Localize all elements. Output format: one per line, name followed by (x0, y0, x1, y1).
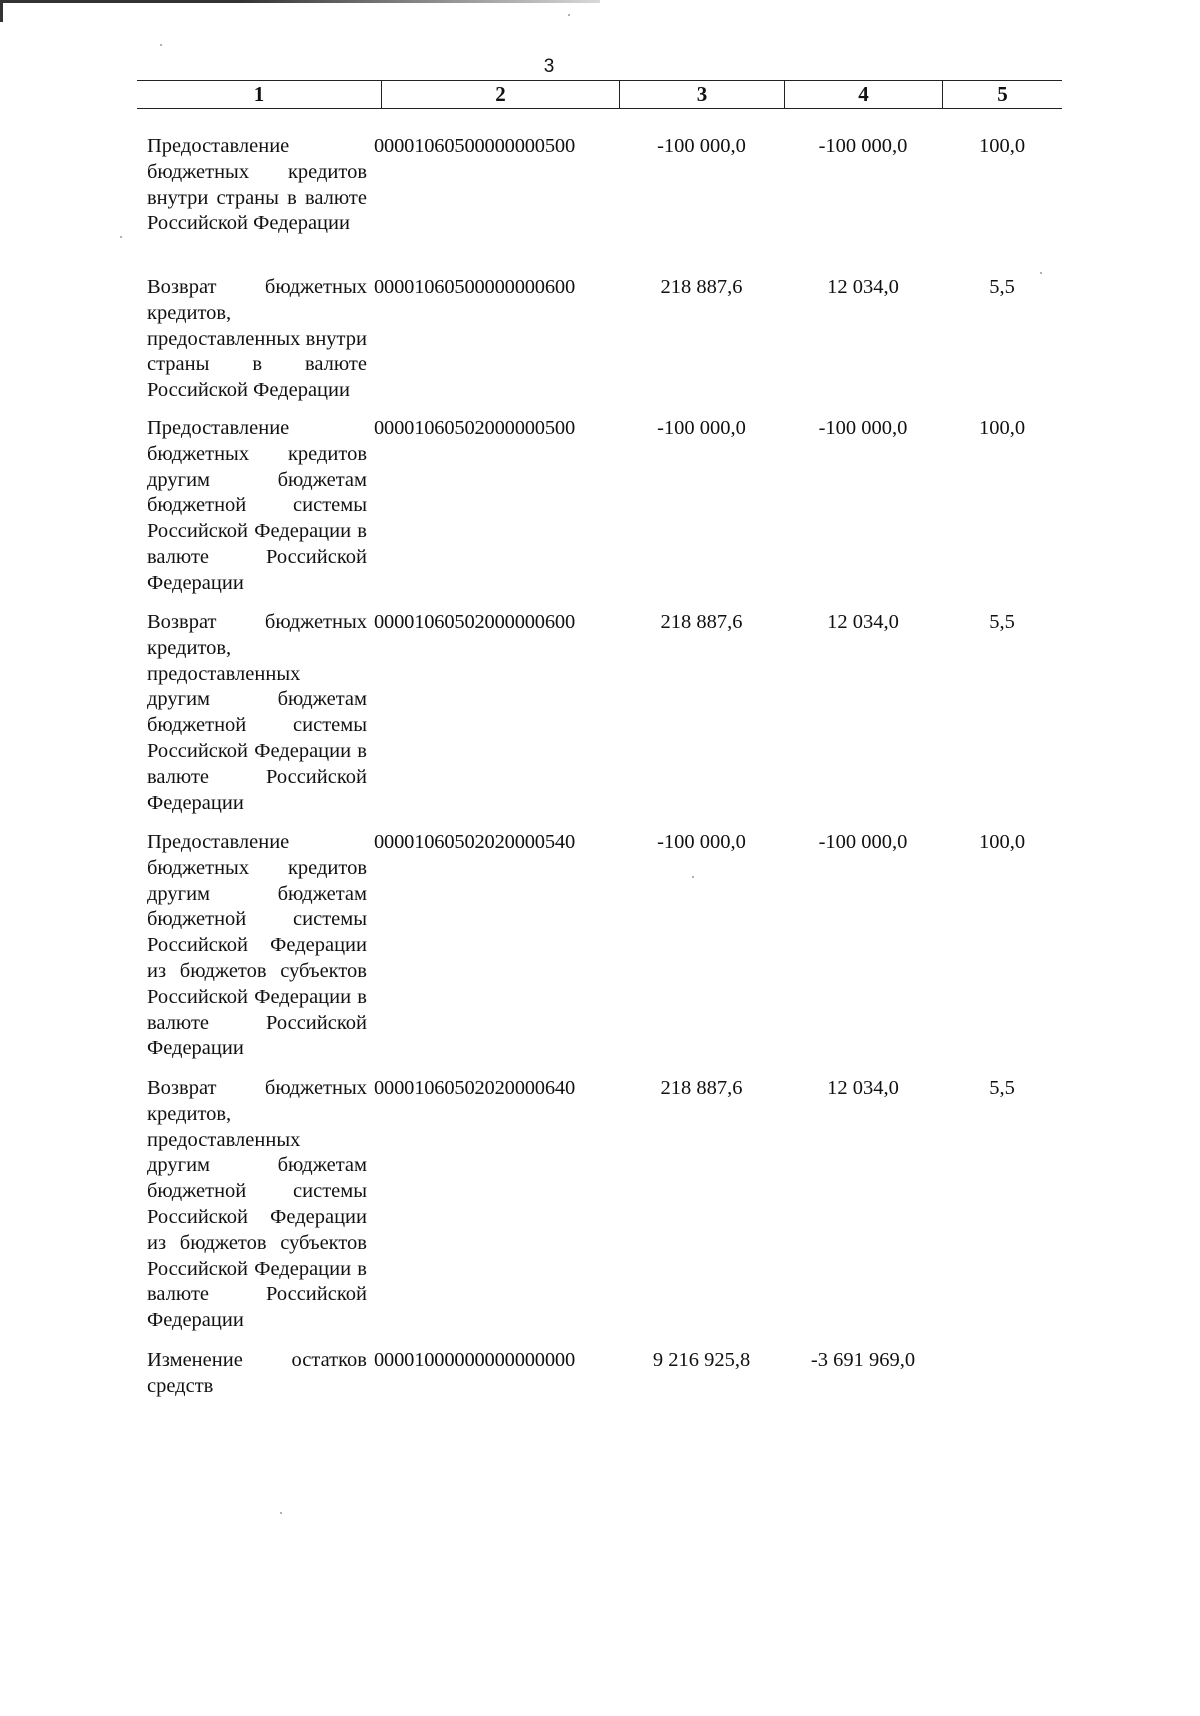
value-column-3: 218 887,6 (660, 1077, 743, 1099)
scan-edge (0, 0, 600, 3)
value-column-4: -100 000,0 (818, 135, 908, 157)
value-column-5: 5,5 (989, 611, 1015, 633)
value-column-4: -3 691 969,0 (810, 1349, 916, 1371)
value-column-3: -100 000,0 (657, 831, 746, 853)
value-column-4: -100 000,0 (818, 417, 908, 439)
scan-edge (0, 0, 3, 22)
scan-speck (120, 236, 122, 238)
value-column-3: -100 000,0 (657, 417, 746, 439)
row-description: Предоставление бюджетных кредитов другим бюджетам бюджетной системы Российской Федерации в валюте Российской Федерации (147, 417, 367, 594)
value-column-5: 100,0 (978, 135, 1026, 157)
value-column-3: 218 887,6 (660, 611, 743, 633)
scan-speck (568, 14, 570, 16)
value-column-5: 5,5 (989, 1077, 1015, 1099)
budget-code: 00001060500000000500 (374, 135, 576, 157)
value-column-3: -100 000,0 (657, 135, 746, 157)
column-header: 5 (942, 81, 1062, 108)
budget-code: 00001060502020000540 (374, 831, 576, 853)
column-header: 3 (619, 81, 784, 108)
value-column-3: 218 887,6 (660, 276, 743, 298)
column-header: 2 (381, 81, 619, 108)
row-description: Изменение остатков средств (147, 1349, 367, 1397)
scan-speck (692, 876, 694, 878)
value-column-4: -100 000,0 (818, 831, 908, 853)
value-column-5: 100,0 (978, 831, 1026, 853)
value-column-5: 5,5 (989, 276, 1015, 298)
row-description: Предоставление бюджетных кредитов внутри страны в валюте Российской Федерации (147, 135, 367, 235)
value-column-4: 12 034,0 (827, 1077, 899, 1099)
budget-code: 00001060502000000500 (374, 417, 576, 439)
column-header: 4 (784, 81, 942, 108)
row-description: Возврат бюджетных кредитов, предоставленных внутри страны в валюте Российской Федерации (147, 276, 367, 402)
budget-code: 00001060502000000600 (374, 611, 576, 633)
value-column-4: 12 034,0 (827, 611, 899, 633)
value-column-3: 9 216 925,8 (652, 1349, 751, 1371)
row-description: Возврат бюджетных кредитов, предоставленных другим бюджетам бюджетной системы Российской Федерации в валюте Российской Федерации (147, 611, 367, 814)
scan-speck (1040, 272, 1042, 274)
column-header: 1 (253, 82, 265, 106)
scan-speck (280, 1512, 282, 1514)
scan-speck (160, 44, 162, 46)
table-header (137, 80, 1062, 109)
value-column-5: 100,0 (978, 417, 1026, 439)
value-column-4: 12 034,0 (827, 276, 899, 298)
budget-code: 00001000000000000000 (374, 1349, 576, 1371)
page-number: 3 (543, 56, 555, 77)
budget-code: 00001060500000000600 (374, 276, 576, 298)
row-description: Возврат бюджетных кредитов, предоставленных другим бюджетам бюджетной системы Российской Федерации из бюджетов субъектов Российской Федерации в валюте Российской Федерации (147, 1077, 367, 1332)
row-description: Предоставление бюджетных кредитов другим бюджетам бюджетной системы Российской Федерации из бюджетов субъектов Российской Федерации в валюте Российской Федерации (147, 831, 367, 1060)
budget-code: 00001060502020000640 (374, 1077, 576, 1099)
